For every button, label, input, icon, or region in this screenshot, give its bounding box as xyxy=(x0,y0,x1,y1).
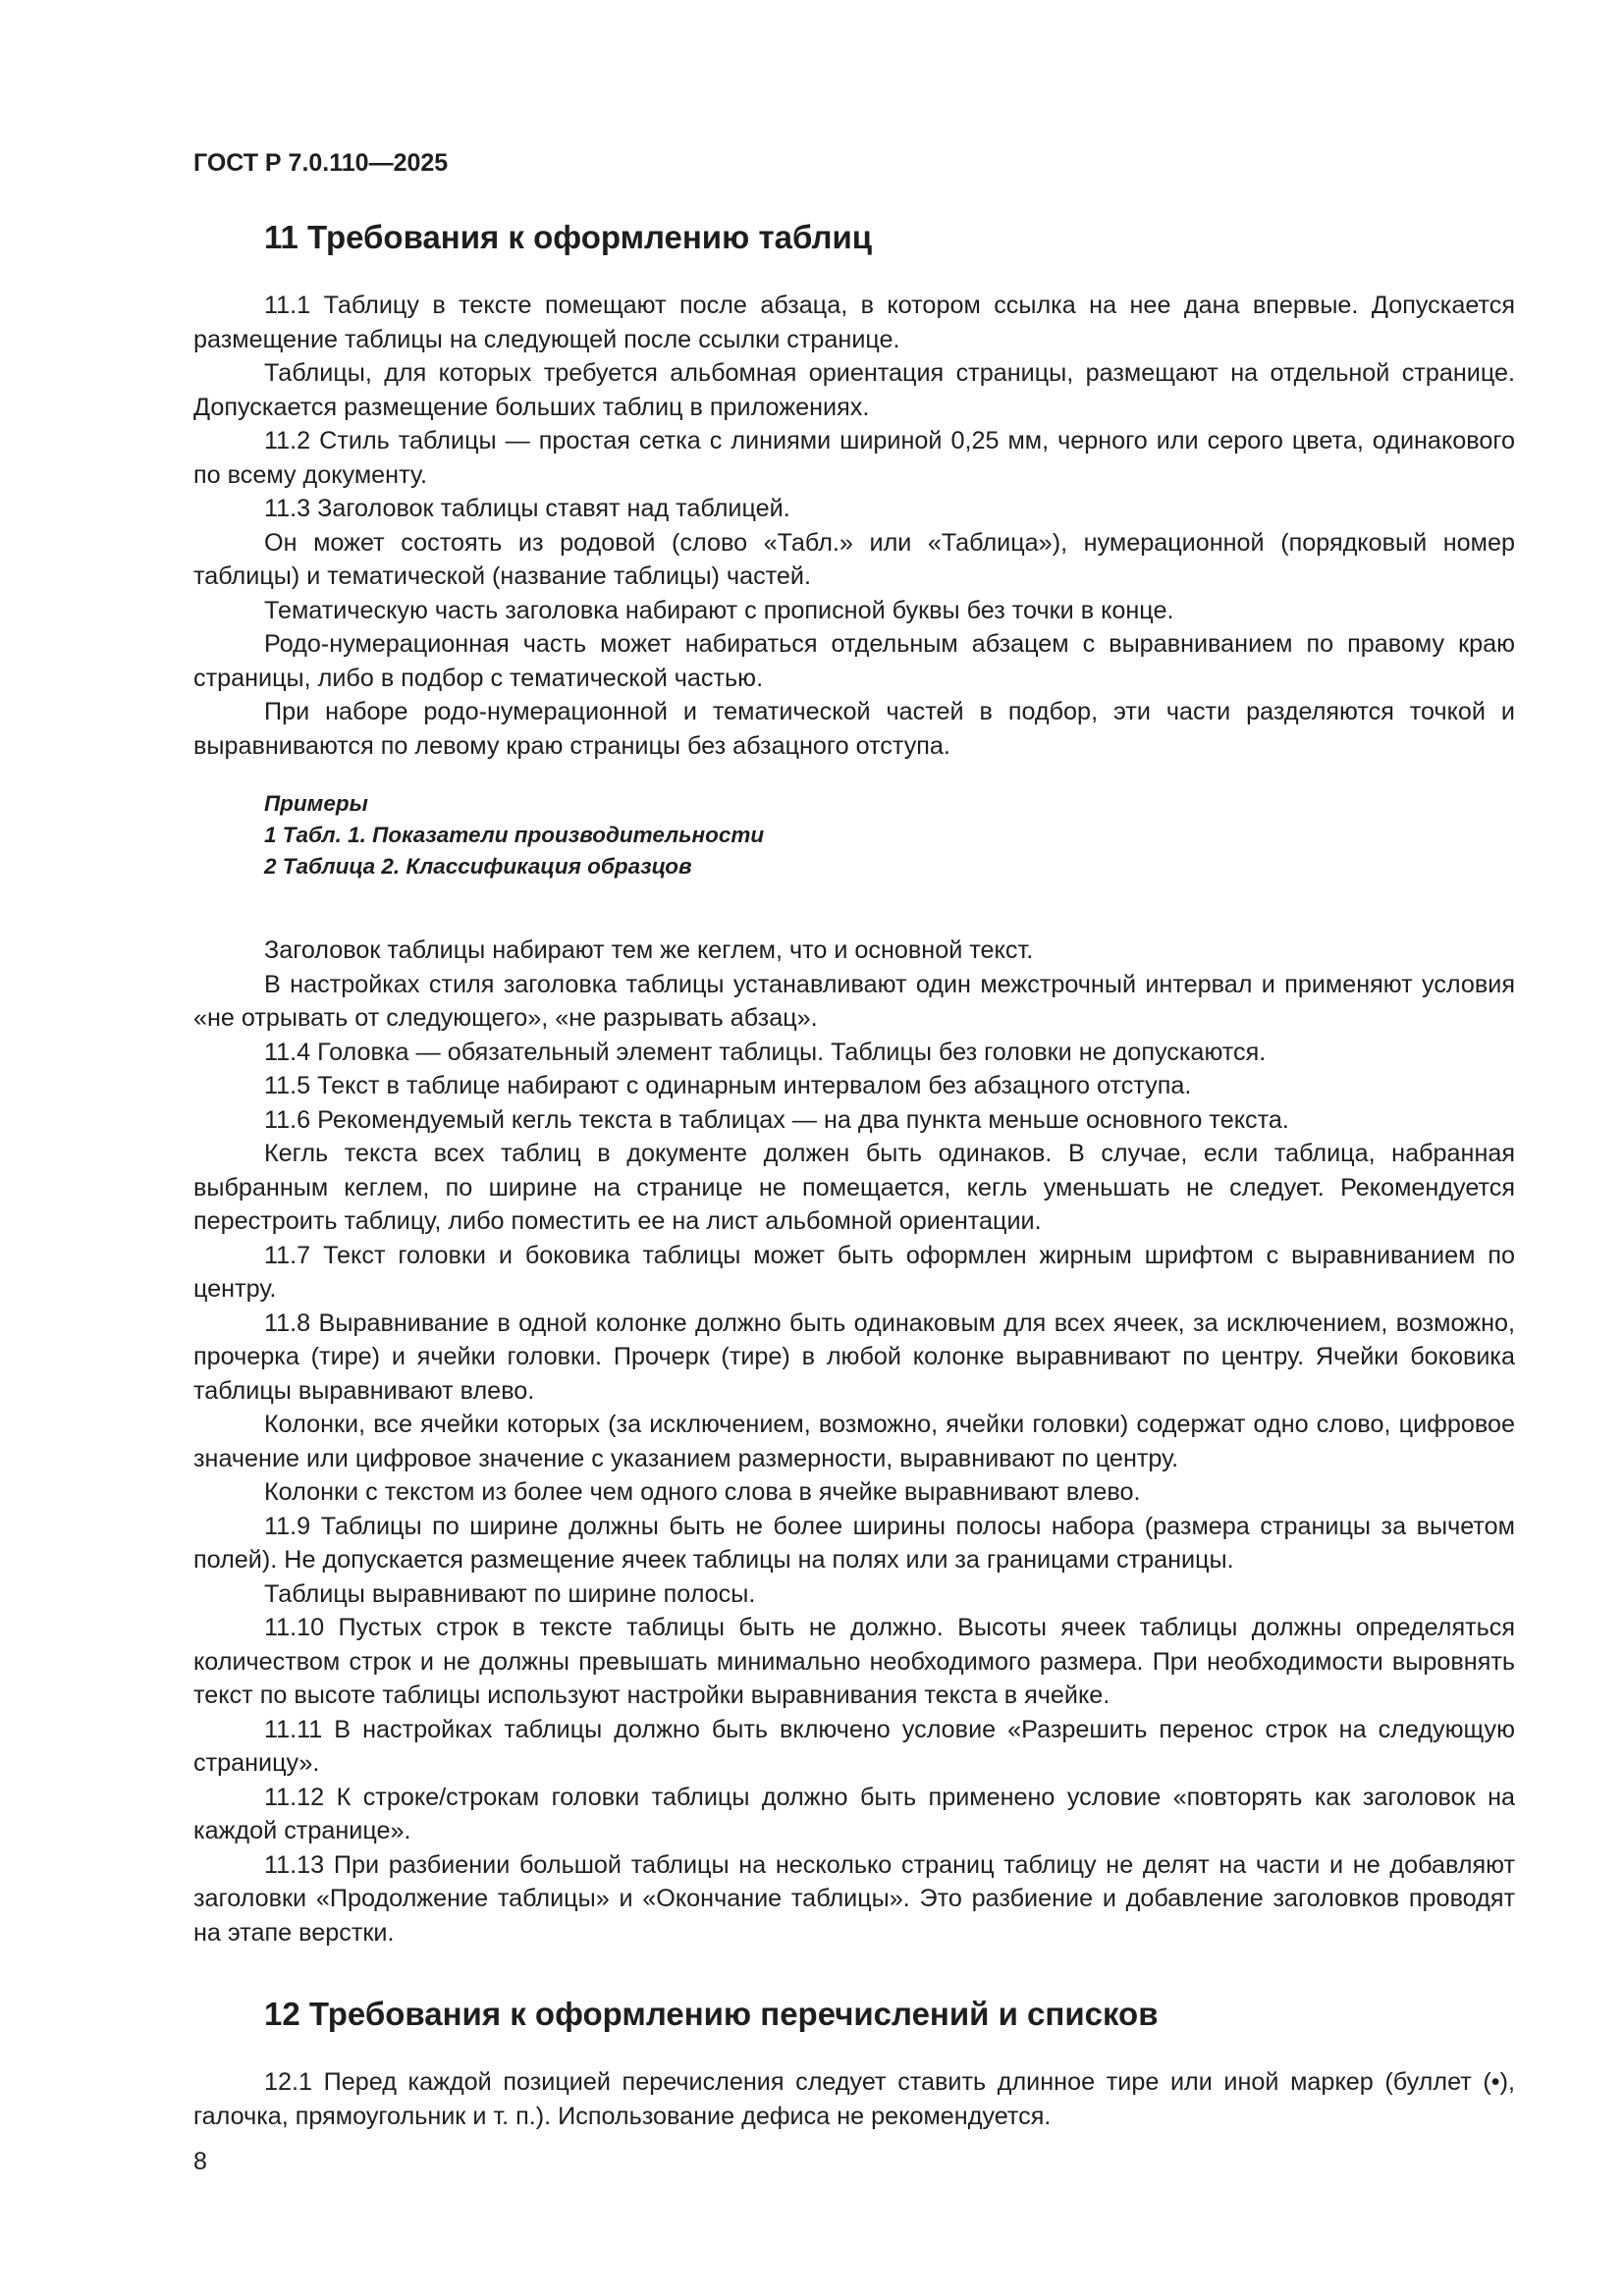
paragraph-11-1: 11.1 Таблицу в тексте помещают после абзаца, в котором ссылка на нее дана впервые. Допускается размещение таблицы на следующей после ссылки странице. xyxy=(193,292,1515,353)
example-item: 2 Таблица 2. Классификация образцов xyxy=(264,854,692,879)
paragraph-11-10: 11.10 Пустых строк в тексте таблицы быть не должно. Высоты ячеек таблицы должны определяться количеством строк и не должны превышать минимально необходимого размера. При необходимости выровнять текст по высоте таблицы используют настройки выравнивания текста в ячейке. xyxy=(193,1614,1515,1709)
paragraph-11-13: 11.13 При разбиении большой таблицы на несколько страниц таблицу не делят на части и не добавляют заголовки «Продолжение таблицы» и «Окончание таблицы». Это разбиение и добавление заголовков проводят на этапе верстки. xyxy=(193,1850,1515,1947)
examples-block xyxy=(264,788,1515,882)
paragraph-left-columns: Колонки с текстом из более чем одного слова в ячейке выравнивают влево. xyxy=(264,1478,1141,1506)
paragraph-center-columns: Колонки, все ячейки которых (за исключением, возможно, ячейки головки) содержат одно слово, цифровое значение или цифровое значение с указанием размерности, выравнивают по центру. xyxy=(193,1411,1515,1472)
paragraph-11-2: 11.2 Стиль таблицы — простая сетка с линиями шириной 0,25 мм, черного или серого цвета, одинакового по всему документу. xyxy=(193,427,1515,489)
paragraph-title-font-size: Заголовок таблицы набирают тем же кеглем, что и основной текст. xyxy=(264,936,1034,964)
document-code-header: ГОСТ Р 7.0.110—2025 xyxy=(193,149,449,177)
paragraph-title-parts: Он может состоять из родовой (слово «Табл.» или «Таблица»), нумерационной (порядковый номер таблицы) и тематической (название таблицы) частей. xyxy=(193,528,1515,590)
paragraph-12-1: 12.1 Перед каждой позицией перечисления следует ставить длинное тире или иной маркер (буллет (•), галочка, прямоугольник и т. п.). Использование дефиса не рекомендуется. xyxy=(193,2068,1515,2130)
paragraph-11-12: 11.12 К строке/строкам головки таблицы должно быть применено условие «повторять как заголовок на каждой странице». xyxy=(193,1783,1515,1844)
paragraph-table-width: Таблицы выравнивают по ширине полосы. xyxy=(264,1579,756,1608)
paragraph-11-6: 11.6 Рекомендуемый кегль текста в таблицах — на два пункта меньше основного текста. xyxy=(264,1105,1289,1134)
paragraph-numbering-part: Родо-нумерационная часть может набираться отдельным абзацем с выравниванием по правому краю страницы, либо в подбор с тематической частью. xyxy=(193,630,1515,692)
paragraph-thematic-part: Тематическую часть заголовка набирают с прописной буквы без точки в конце. xyxy=(264,596,1174,624)
example-item: 1 Табл. 1. Показатели производительности xyxy=(264,823,765,847)
paragraph-font-size-uniform: Кегль текста всех таблиц в документе должен быть одинаков. В случае, если таблица, набранная выбранным кеглем, по ширине на странице не помещается, кегль уменьшать не следует. Рекомендуется перестроить таблицу, либо поместить ее на лист альбомной ориентации. xyxy=(193,1140,1515,1235)
examples-heading: Примеры xyxy=(264,791,368,816)
paragraph-11-5: 11.5 Текст в таблице набирают с одинарным интервалом без абзацного отступа. xyxy=(264,1072,1192,1099)
paragraph-11-9: 11.9 Таблицы по ширине должны быть не более ширины полосы набора (размера страницы за вычетом полей). Не допускается размещение ячеек таблицы на полях или за границами страницы. xyxy=(193,1512,1515,1574)
paragraph-inline-set: При наборе родо-нумерационной и тематической частей в подбор, эти части разделяются точкой и выравниваются по левому краю страницы без абзацного отступа. xyxy=(193,698,1515,760)
paragraph-11-11: 11.11 В настройках таблицы должно быть включено условие «Разрешить перенос строк на следующую страницу». xyxy=(193,1715,1515,1777)
paragraph-11-8: 11.8 Выравнивание в одной колонке должно быть одинаковым для всех ячеек, за исключением, возможно, прочерка (тире) и ячейки головки. Прочерк (тире) в любой колонке выравнивают по центру. Ячейки боковика таблицы выравнивают влево. xyxy=(193,1308,1515,1405)
section-12-title: 12 Требования к оформлению перечислений и списков xyxy=(264,1996,1159,2032)
paragraph-11-7: 11.7 Текст головки и боковика таблицы может быть оформлен жирным шрифтом с выравниванием по центру. xyxy=(193,1241,1515,1303)
paragraph-title-style-settings: В настройках стиля заголовка таблицы устанавливают один межстрочный интервал и применяют условия «не отрывать от следующего», «не разрывать абзац». xyxy=(193,970,1515,1032)
paragraph-11-3: 11.3 Заголовок таблицы ставят над таблицей. xyxy=(264,495,790,522)
paragraph-11-4: 11.4 Головка — обязательный элемент таблицы. Таблицы без головки не допускаются. xyxy=(264,1038,1267,1066)
page-number: 8 xyxy=(193,2148,207,2175)
paragraph-album-orientation: Таблицы, для которых требуется альбомная ориентация страницы, размещают на отдельной странице. Допускается размещение больших таблиц в приложениях. xyxy=(193,359,1515,421)
page-content xyxy=(193,218,1515,2133)
section-11-title: 11 Требования к оформлению таблиц xyxy=(264,219,873,255)
